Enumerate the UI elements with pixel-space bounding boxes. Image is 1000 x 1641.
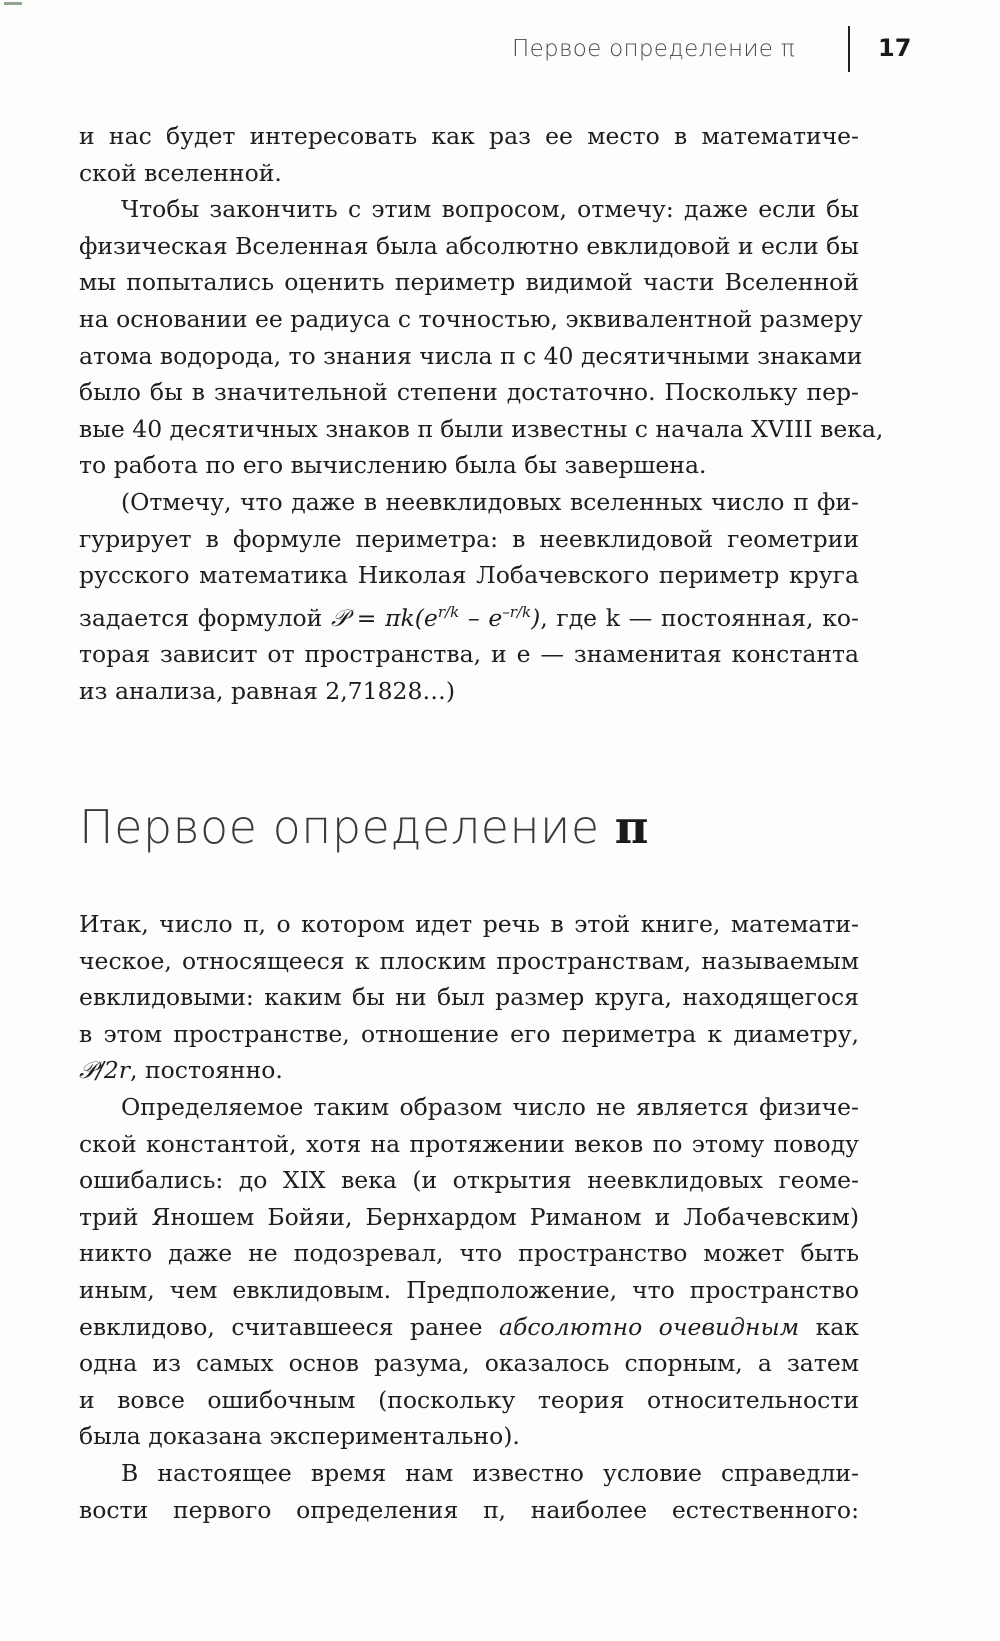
text-line: евклидовыми: каким бы ни был размер круга, находящегося (79, 983, 859, 1012)
text-fragment: задается формулой (79, 603, 332, 632)
text-line: трий Яношем Бойяи, Бернхардом Риманом и Лобачевским) (79, 1202, 859, 1231)
text-line-formula (79, 1052, 859, 1089)
text-line: ошибались: до XIX века (и открытия неевклидовых геоме- (79, 1166, 859, 1195)
text-line: вые 40 десятичных знаков π были известны с начала XVIII века, (79, 414, 884, 443)
text-line: гурирует в формуле периметра: в неевклидовой геометрии (79, 524, 859, 553)
running-title: Первое определение π (512, 36, 795, 62)
text-line: физическая Вселенная была абсолютно евклидовой и если бы (79, 231, 859, 260)
text-line: было бы в значительной степени достаточно. Поскольку пер- (79, 378, 859, 407)
running-header (0, 26, 1000, 72)
text-fragment: , где k — постоянная, ко- (540, 603, 859, 632)
section-heading-text: Первое определение (79, 800, 615, 854)
text-line: ской вселенной. (79, 158, 282, 187)
text-line: (Отмечу, что даже в неевклидовых вселенных число π фи- (121, 487, 859, 516)
text-line: мы попытались оценить периметр видимой части Вселенной (79, 268, 859, 297)
emphasis-text: абсолютно очевидным (499, 1312, 800, 1341)
lobachevsky-formula: 𝒫 = $\pi k(e^{r/k} - e^{-r/k})$ (331, 602, 541, 632)
text-line-formula (79, 594, 859, 636)
paragraph-precision (79, 191, 884, 484)
paragraph-continuation (79, 118, 859, 191)
text-line: русского математика Николая Лобачевского периметр круга (79, 561, 859, 590)
text-line: на основании ее радиуса с точностью, эквивалентной размеру (79, 304, 863, 333)
text-line: и нас будет интересовать как раз ее место в математиче- (79, 122, 859, 150)
section-heading (79, 800, 649, 854)
formula-exponent: r/k (437, 602, 460, 621)
text-line: атома водорода, то знания числа π с 40 десятичными знаками (79, 341, 863, 370)
text-line: то работа по его вычислению была бы завершена. (79, 451, 707, 480)
scan-corner-mark (4, 2, 22, 5)
text-line: ческое, относящееся к плоским пространствам, называемым (79, 946, 859, 975)
text-line: ской константой, хотя на протяжении веков по этому поводу (79, 1129, 859, 1158)
text-line: Чтобы закончить с этим вопросом, отмечу: даже если бы (121, 195, 859, 224)
text-line-emphasis (79, 1309, 859, 1346)
paragraph-lobachevsky (79, 484, 859, 709)
text-fragment: , постоянно. (130, 1056, 283, 1085)
text-line: была доказана экспериментально). (79, 1422, 520, 1451)
text-line: иным, чем евклидовым. Предположение, что пространство (79, 1275, 859, 1304)
text-line: из анализа, равная 2,71828…) (79, 676, 456, 705)
text-line: одна из самых основ разума, оказалось спорным, а затем (79, 1349, 859, 1378)
formula-exponent: –r/k (502, 602, 532, 621)
text-line: В настоящее время нам известно условие справедли- (121, 1458, 859, 1487)
text-line: Итак, число π, о котором идет речь в этой книге, математи- (79, 910, 859, 938)
text-line: никто даже не подозревал, что пространство может быть (79, 1239, 859, 1268)
header-divider (848, 26, 850, 72)
paragraph-history (79, 1089, 859, 1455)
text-line: Определяемое таким образом число не является физиче- (121, 1092, 859, 1121)
text-line: и вовсе ошибочным (поскольку теория относительности (79, 1385, 859, 1414)
pi-symbol: π (614, 800, 649, 854)
text-line: вости первого определения π, наиболее естественного: (79, 1495, 859, 1524)
text-block-bottom (79, 906, 859, 1528)
paragraph-conclusion (79, 1455, 859, 1528)
text-block-top (79, 118, 884, 709)
text-line: торая зависит от пространства, и e — знаменитая константа (79, 640, 859, 669)
text-fragment: как (799, 1312, 859, 1341)
page-number: 17 (878, 34, 912, 62)
paragraph-definition (79, 906, 859, 1089)
text-line: в этом пространстве, отношение его периметра к диаметру, (79, 1019, 859, 1048)
text-fragment: евклидово, считавшееся ранее (79, 1312, 499, 1341)
ratio-formula: 𝒫/2r (79, 1056, 131, 1085)
